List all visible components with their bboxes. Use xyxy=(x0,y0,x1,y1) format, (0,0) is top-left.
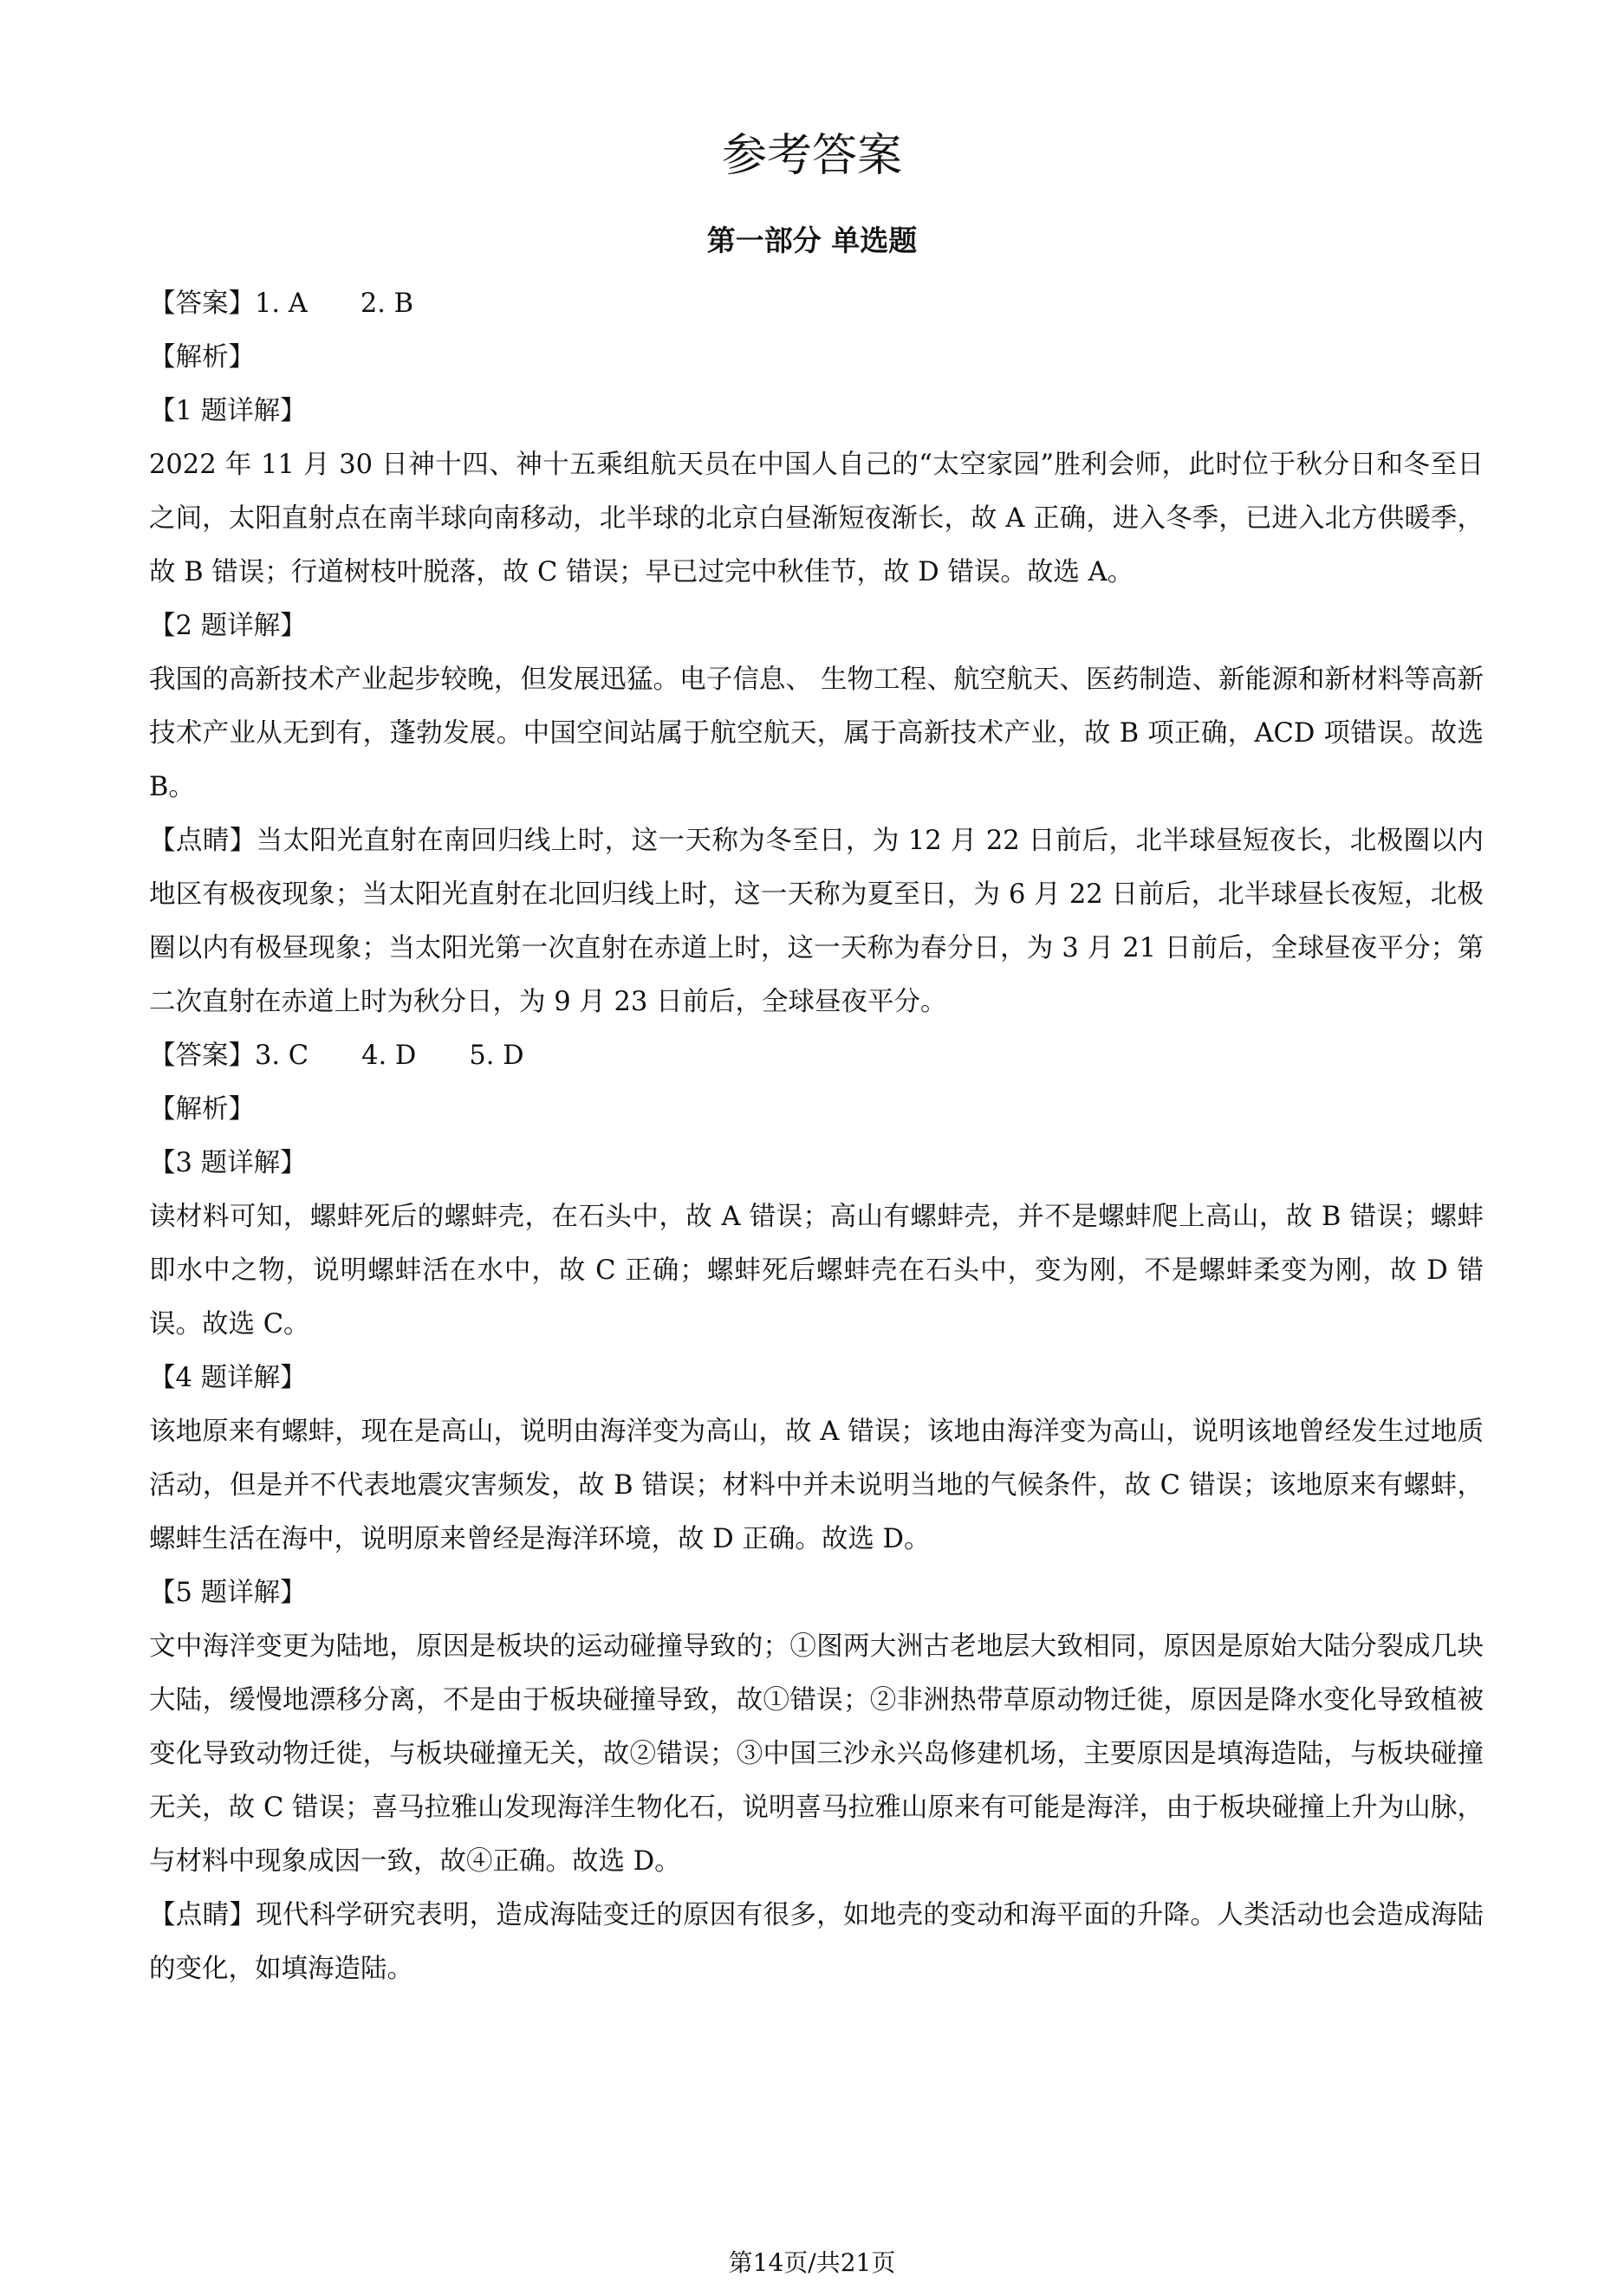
q5-explanation: 文中海洋变更为陆地，原因是板块的运动碰撞导致的；①图两大洲古老地层大致相同，原因是原始大陆分裂成几块大陆，缓慢地漂移分离，不是由于板块碰撞导致，故①错误；②非洲热带草原动物迁徙，原因是降水变化导致植被变化导致动物迁徙，与板块碰撞无关，故②错误；③中国三沙永兴岛修建机场，主要原因是填海造陆，与板块碰撞无关，故 C 错误；喜马拉雅山发现海洋生物化石，说明喜马拉雅山原来有可能是海洋，由于板块碰撞上升为山脉，与材料中现象成因一致，故④正确。故选 D。 xyxy=(149,1631,1484,1877)
answer-content xyxy=(149,277,1484,1996)
q2-heading: 【2 题详解】 xyxy=(149,611,307,641)
q3-heading: 【3 题详解】 xyxy=(149,1148,307,1178)
tip-paragraph-2: 【点睛】现代科学研究表明，造成海陆变迁的原因有很多，如地壳的变动和海平面的升降。人类活动也会造成海陆的变化，如填海造陆。 xyxy=(149,1900,1484,1984)
section-title: 第一部分 单选题 xyxy=(706,224,918,257)
q1-explanation: 2022 年 11 月 30 日神十四、神十五乘组航天员在中国人自己的“太空家园”胜利会师，此时位于秋分日和冬至日之间，太阳直射点在南半球向南移动，北半球的北京白昼渐短夜渐长，故 A 正确，进入冬季，已进入北方供暖季，故 B 错误；行道树枝叶脱落，故 C 错误；早已过完中秋佳节，故 D 错误。故选 A。 xyxy=(149,450,1484,587)
q1-heading: 【1 题详解】 xyxy=(149,396,307,426)
answer-line-3-5: 【答案】3. C 4. D 5. D xyxy=(149,1041,524,1071)
q5-heading: 【5 题详解】 xyxy=(149,1578,307,1608)
q4-explanation: 该地原来有螺蚌，现在是高山，说明由海洋变为高山，故 A 错误；该地由海洋变为高山，说明该地曾经发生过地质活动，但是并不代表地震灾害频发，故 B 错误；材料中并未说明当地的气候条件，故 C 错误；该地原来有螺蚌，螺蚌生活在海中，说明原来曾经是海洋环境，故 D 正确。故选 D。 xyxy=(149,1417,1484,1554)
analysis-heading: 【解析】 xyxy=(149,342,255,373)
analysis-heading: 【解析】 xyxy=(149,1094,255,1125)
q4-heading: 【4 题详解】 xyxy=(149,1363,307,1393)
q2-explanation: 我国的高新技术产业起步较晚，但发展迅猛。电子信息、 生物工程、航空航天、医药制造、新能源和新材料等高新技术产业从无到有，蓬勃发展。中国空间站属于航空航天，属于高新技术产业，故 B 项正确，ACD 项错误。故选 B。 xyxy=(149,665,1484,802)
answer-line-1-2: 【答案】1. A 2. B xyxy=(149,289,414,319)
page-number: 第14页/共21页 xyxy=(728,2248,896,2277)
document-title: 参考答案 xyxy=(721,130,902,182)
q3-explanation: 读材料可知，螺蚌死后的螺蚌壳，在石头中，故 A 错误；高山有螺蚌壳，并不是螺蚌爬上高山，故 B 错误；螺蚌即水中之物，说明螺蚌活在水中，故 C 正确；螺蚌死后螺蚌壳在石头中，变为刚，不是螺蚌柔变为刚，故 D 错误。故选 C。 xyxy=(149,1202,1484,1339)
tip-paragraph-1: 【点睛】当太阳光直射在南回归线上时，这一天称为冬至日，为 12 月 22 日前后，北半球昼短夜长，北极圈以内地区有极夜现象；当太阳光直射在北回归线上时，这一天称为夏至日，为 6 月 22 日前后，北半球昼长夜短，北极圈以内有极昼现象；当太阳光第一次直射在赤道上时，这一天称为春分日，为 3 月 21 日前后，全球昼夜平分；第二次直射在赤道上时为秋分日，为 9 月 23 日前后，全球昼夜平分。 xyxy=(149,826,1484,1017)
